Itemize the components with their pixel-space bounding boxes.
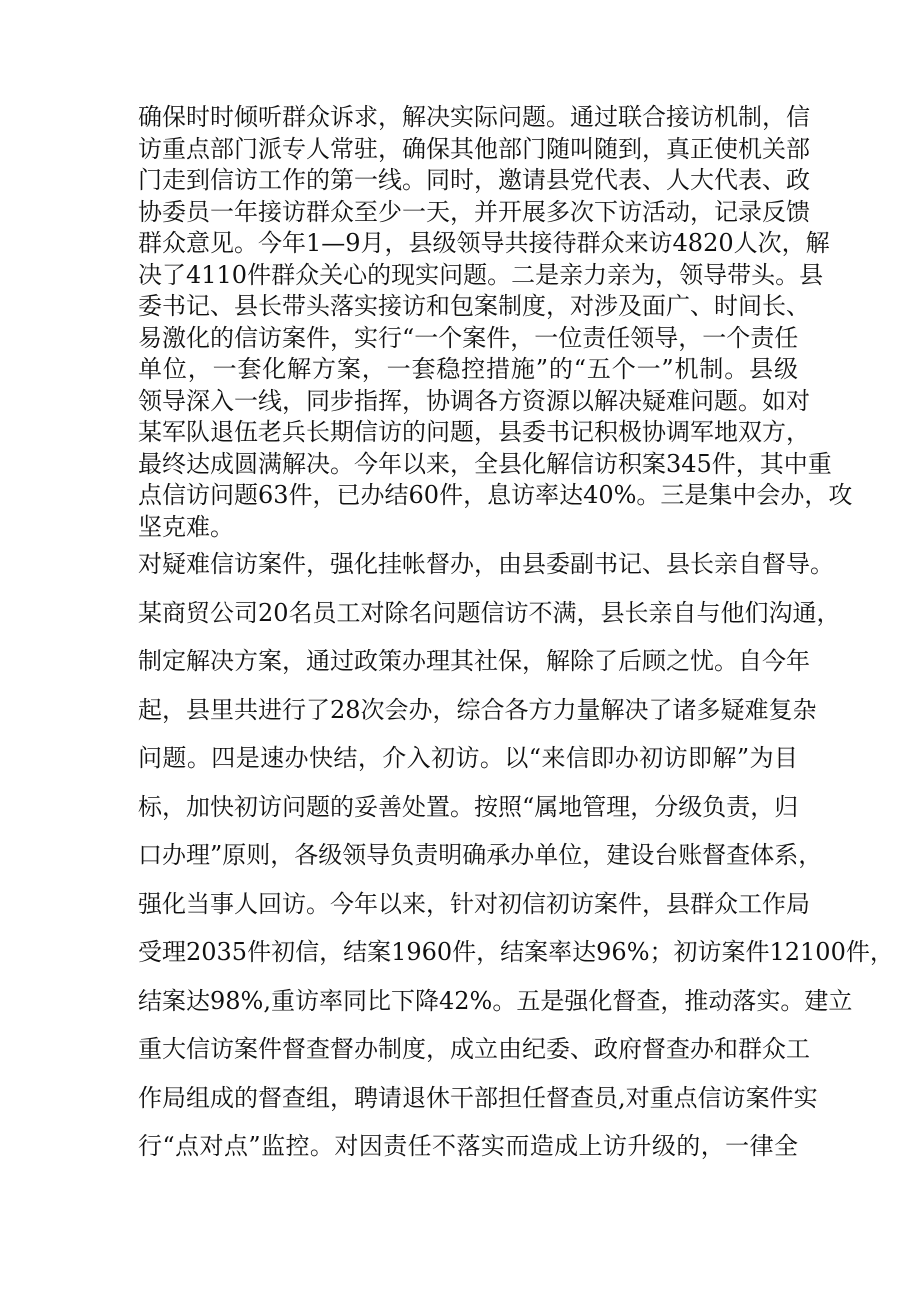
text-line: 对疑难信访案件，强化挂帐督办，由县委副书记、县长亲自督导。 bbox=[138, 550, 834, 578]
text-line: 门走到信访工作的第一线。同时，邀请县党代表、人大代表、政 bbox=[138, 166, 810, 194]
text-line: 点信访问题63件，已办结60件，息访率达40%。三是集中会办，攻 bbox=[138, 481, 853, 509]
text-line: 问题。四是速办快结，介入初访。以“来信即办初访即解”为目 bbox=[138, 744, 798, 772]
text-line: 作局组成的督查组，聘请退休干部担任督查员,对重点信访案件实 bbox=[138, 1083, 818, 1112]
text-line: 行“点对点”监控。对因责任不落实而造成上访升级的，一律全 bbox=[138, 1132, 798, 1160]
text-line: 某商贸公司20名员工对除名问题信访不满，县长亲自与他们沟通， bbox=[138, 598, 841, 627]
paragraph-1 bbox=[138, 102, 853, 543]
text-line: 受理2035件初信，结案1960件，结案率达96%；初访案件12100件， bbox=[138, 938, 894, 966]
text-line: 最终达成圆满解决。今年以来，全县化解信访积案345件，其中重 bbox=[138, 449, 832, 478]
text-line: 委书记、县长带头落实接访和包案制度，对涉及面广、时间长、 bbox=[138, 292, 810, 320]
text-line: 单位，一套化解方案，一套稳控措施”的“五个一”机制。县级 bbox=[138, 355, 798, 383]
text-line: 某军队退伍老兵长期信访的问题，县委书记积极协调军地双方， bbox=[138, 418, 810, 446]
text-line: 口办理”原则，各级领导负责明确承办单位，建设台账督查体系， bbox=[138, 841, 823, 869]
text-line: 领导深入一线，同步指挥，协调各方资源以解决疑难问题。如对 bbox=[138, 386, 810, 415]
text-line: 强化当事人回访。今年以来，针对初信初访案件，县群众工作局 bbox=[138, 889, 810, 918]
text-line: 决了4110件群众关心的现实问题。二是亲力亲为，领导带头。县 bbox=[138, 260, 824, 289]
text-line: 确保时时倾听群众诉求，解决实际问题。通过联合接访机制，信 bbox=[138, 103, 810, 131]
text-line: 标，加快初访问题的妥善处置。按照“属地管理，分级负责，归 bbox=[138, 792, 799, 821]
text-line: 结案达98%,重访率同比下降42%。五是强化督查，推动落实。建立 bbox=[138, 986, 853, 1015]
text-line: 起，县里共进行了28次会办，综合各方力量解决了诸多疑难复杂 bbox=[138, 695, 817, 724]
text-line: 易激化的信访案件，实行“一个案件，一位责任领导，一个责任 bbox=[138, 323, 799, 352]
text-line: 协委员一年接访群众至少一天，并开展多次下访活动，记录反馈 bbox=[138, 197, 810, 226]
text-line: 坚克难。 bbox=[138, 512, 234, 541]
text-line: 重大信访案件督查督办制度，成立由纪委、政府督查办和群众工 bbox=[138, 1035, 810, 1063]
text-line: 访重点部门派专人常驻，确保其他部门随叫随到，真正使机关部 bbox=[138, 134, 810, 163]
text-line: 群众意见。今年1—9月，县级领导共接待群众来访4820人次，解 bbox=[138, 229, 830, 257]
paragraph-2 bbox=[138, 540, 894, 1171]
text-line: 制定解决方案，通过政策办理其社保，解除了后顾之忧。自今年 bbox=[138, 647, 810, 675]
